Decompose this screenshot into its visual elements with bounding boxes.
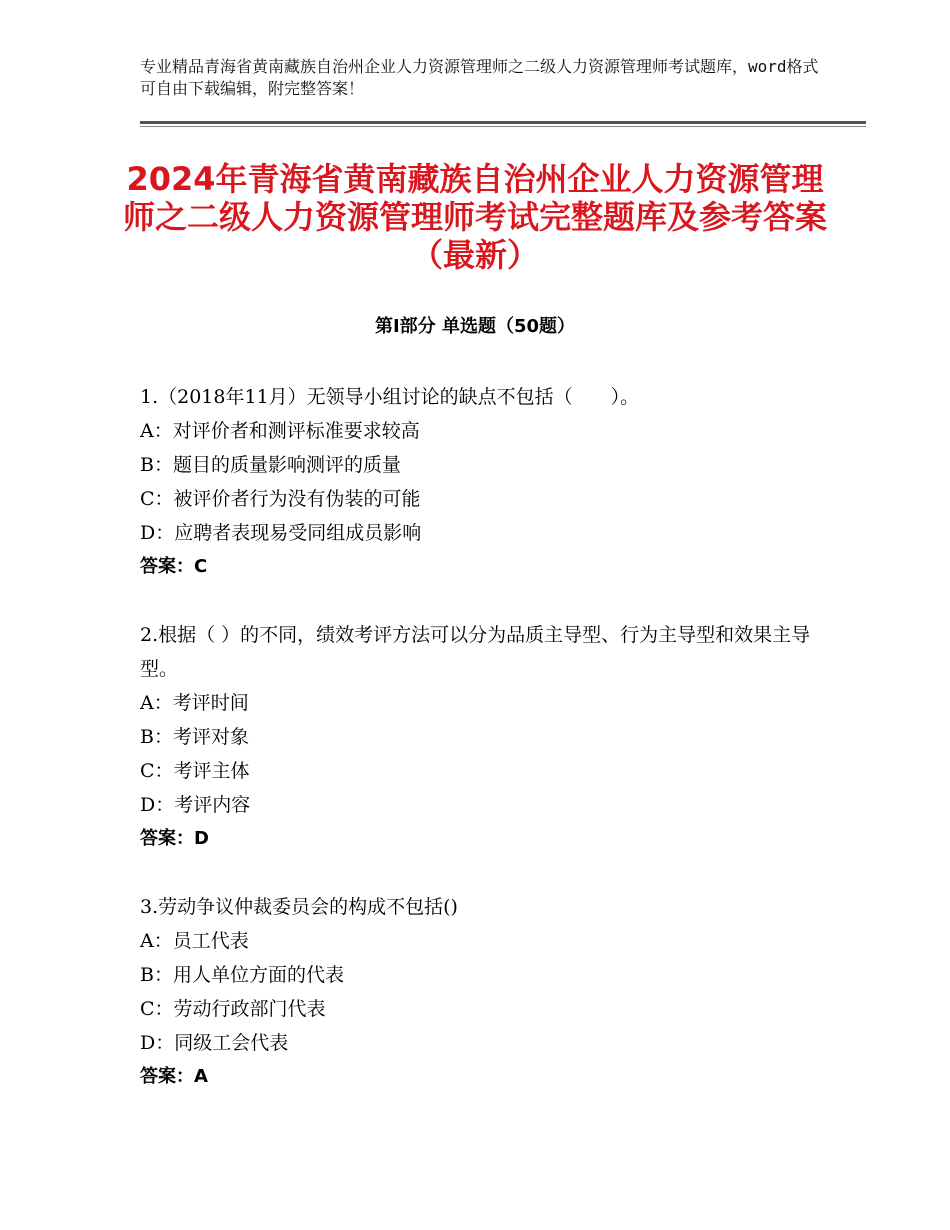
option-b: B：题目的质量影响测评的质量 — [140, 454, 401, 476]
question-item — [140, 618, 820, 856]
answer: 答案：A — [140, 1066, 208, 1087]
answer: 答案：D — [140, 828, 209, 849]
header-note: 专业精品青海省黄南藏族自治州企业人力资源管理师之二级人力资源管理师考试题库，word格式可自由下载编辑，附完整答案！ — [140, 57, 819, 98]
option-d: D：应聘者表现易受同组成员影响 — [140, 522, 422, 544]
option-d: D：同级工会代表 — [140, 1032, 289, 1054]
header-divider — [140, 121, 866, 124]
option-a: A：考评时间 — [140, 692, 249, 714]
document-title: 2024年青海省黄南藏族自治州企业人力资源管理师之二级人力资源管理师考试完整题库及参考答案（最新） — [122, 160, 827, 274]
option-c: C：劳动行政部门代表 — [140, 998, 326, 1020]
question-stem: 2.根据（ ）的不同，绩效考评方法可以分为品质主导型、行为主导型和效果主导型。 — [140, 624, 811, 680]
question-item — [140, 890, 820, 1094]
option-a: A：员工代表 — [140, 930, 249, 952]
question-item — [140, 380, 820, 584]
option-b: B：考评对象 — [140, 726, 249, 748]
question-stem: 3.劳动争议仲裁委员会的构成不包括() — [140, 896, 458, 918]
option-b: B：用人单位方面的代表 — [140, 964, 344, 986]
option-c: C：考评主体 — [140, 760, 250, 782]
option-d: D：考评内容 — [140, 794, 251, 816]
answer: 答案：C — [140, 556, 208, 577]
option-c: C：被评价者行为没有伪装的可能 — [140, 488, 421, 510]
option-a: A：对评价者和测评标准要求较高 — [140, 420, 420, 442]
question-stem: 1.（2018年11月）无领导小组讨论的缺点不包括（ ）。 — [140, 386, 640, 408]
header-divider-thin — [140, 126, 866, 127]
section-heading: 第Ⅰ部分 单选题（50题） — [374, 316, 575, 337]
